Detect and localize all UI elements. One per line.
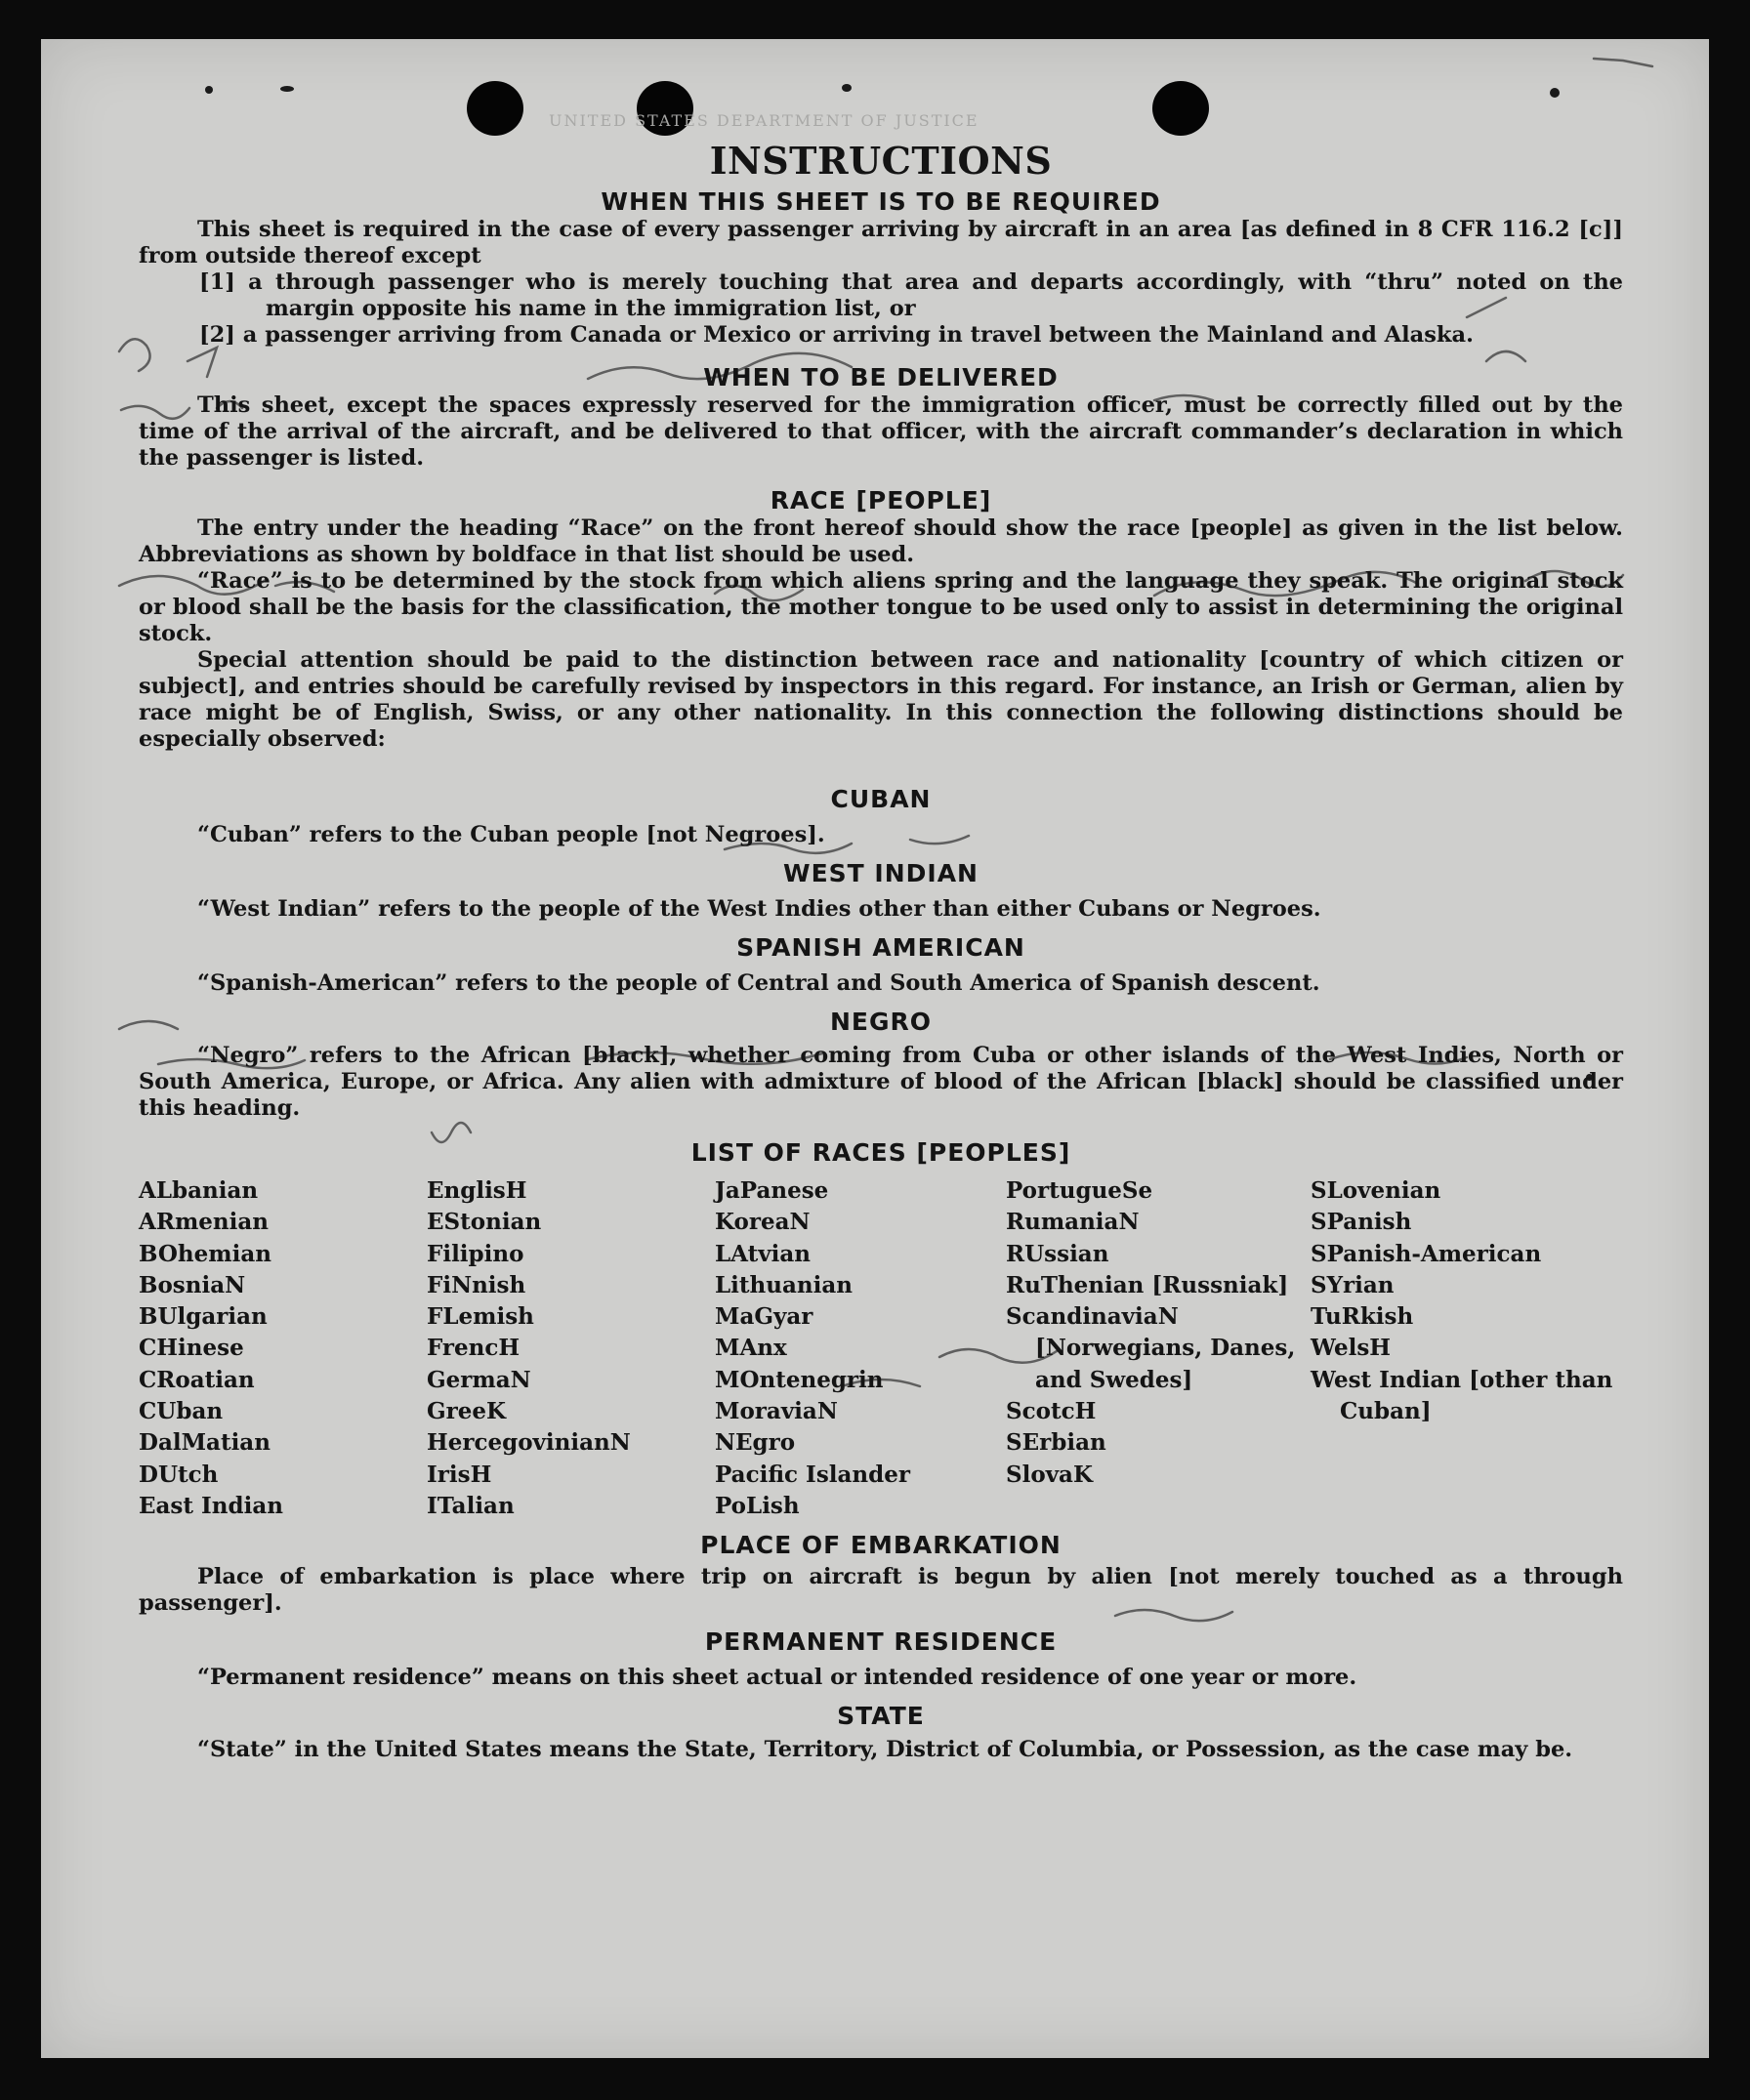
races-column-2 [427,1175,715,1522]
race-item: SlovaK [1006,1461,1093,1488]
race-item: GreeK [427,1398,507,1425]
heading-state: STATE [837,1702,925,1731]
heading-when-required: WHEN THIS SHEET IS TO BE REQUIRED [601,187,1161,216]
race-item: ScotcH [1006,1398,1097,1425]
race-item: RUssian [1006,1240,1109,1267]
race-item: FiNnish [427,1271,526,1298]
document-sheet [41,39,1709,2058]
state-text: “State” in the United States means the State, Territory, District of Columbia, or Possession, as the case may be. [197,1737,1573,1763]
heading-list-of-races: LIST OF RACES [PEOPLES] [690,1138,1071,1167]
west-indian-text: “West Indian” refers to the people of the West Indies other than either Cubans or Negroes. [197,896,1321,922]
race-item: ITalian [427,1492,515,1519]
race-item: MoraviaN [715,1398,838,1425]
races-column-3 [715,1175,1006,1522]
race-item: LAtvian [715,1240,811,1267]
race-item: ScandinaviaN [Norwegians, Danes, and Swedes] [1006,1303,1296,1393]
race-item: PoLish [715,1492,800,1519]
race-item: PortugueSe [1006,1177,1153,1204]
heading-negro: NEGRO [829,1008,933,1036]
race-item: GermaN [427,1366,531,1393]
race-item: EnglisH [427,1177,527,1204]
punch-hole [1152,81,1209,136]
when-required-intro: This sheet is required in the case of every passenger arriving by aircraft in an area [as defined in 8 CFR 116.2 [c]] from outside thereof except [139,217,1623,268]
instructions-content [139,139,1623,1763]
when-required-item-1: [1] a through passenger who is merely touching that area and departs accordingly, with “thru” noted on the margin opposite his name in the immigration list, or [199,269,1623,321]
race-item: CUban [139,1398,224,1425]
race-item: FLemish [427,1303,534,1331]
race-paragraph-2: “Race” is to be determined by the stock from which aliens spring and the language they speak. The original stock or blood shall be the basis for the classification, the mother tongue to be used only to assist in determining the original stock. [139,568,1623,646]
cuban-text: “Cuban” refers to the Cuban people [not Negroes]. [197,822,825,847]
race-item: JaPanese [715,1177,829,1204]
heading-when-delivered: WHEN TO BE DELIVERED [703,363,1059,391]
race-item: DalMatian [139,1429,271,1457]
race-item: West Indian [other than Cuban] [1311,1366,1613,1425]
race-item: BosniaN [139,1271,246,1298]
race-item: Filipino [427,1240,524,1267]
when-required-item-2: [2] a passenger arriving from Canada or Mexico or arriving in travel between the Mainland and Alaska. [199,322,1474,348]
race-item: RumaniaN [1006,1209,1140,1236]
race-item: East Indian [139,1492,283,1519]
races-column-5 [1311,1175,1613,1522]
heading-west-indian: WEST INDIAN [783,859,979,887]
race-item: CHinese [139,1335,244,1362]
race-item: FrencH [427,1335,521,1362]
race-item: BUlgarian [139,1303,268,1331]
race-item: Pacific Islander [715,1461,910,1488]
race-item: IrisH [427,1461,492,1488]
race-item: SYrian [1311,1271,1395,1298]
race-item: DUtch [139,1461,219,1488]
speck [842,84,852,92]
heading-embarkation: PLACE OF EMBARKATION [700,1531,1062,1560]
punch-hole [467,81,523,136]
race-item: HercegovinianN [427,1429,631,1457]
race-item: ARmenian [139,1209,270,1236]
race-paragraph-3: Special attention should be paid to the distinction between race and nationality [country of which citizen or subject], and entries should be carefully revised by inspectors in this regard. For instance, an Irish or German, alien by race might be of English, Swiss, or any other nationality. In this connection the following distinctions should be especially observed: [139,647,1623,752]
page-title: INSTRUCTIONS [709,139,1053,183]
races-column-4 [1006,1175,1311,1522]
races-list [139,1175,1623,1522]
race-item: CRoatian [139,1366,255,1393]
heading-race: RACE [PEOPLE] [770,486,992,515]
race-item: Lithuanian [715,1271,853,1298]
heading-spanish-american: SPANISH AMERICAN [736,933,1025,962]
race-item: SLovenian [1311,1177,1441,1204]
when-delivered-text: This sheet, except the spaces expressly reserved for the immigration officer, must be correctly filled out by the time of the arrival of the aircraft, and be delivered to that officer, with the aircraft commander’s declaration in which the passenger is listed. [139,392,1623,471]
heading-permanent-residence: PERMANENT RESIDENCE [704,1627,1058,1657]
race-item: MOntenegrin [715,1366,884,1393]
permanent-residence-text: “Permanent residence” means on this sheet actual or intended residence of one year or more. [197,1665,1357,1691]
race-item: SErbian [1006,1429,1106,1457]
race-item: SPanish [1311,1209,1412,1236]
heading-cuban: CUBAN [830,785,932,813]
race-paragraph-1: The entry under the heading “Race” on the front hereof should show the race [people] as given in the list below. Abbreviations as shown by boldface in that list should be used. [139,515,1623,567]
races-column-1 [139,1175,427,1522]
negro-text: “Negro” refers to the African [black], whether coming from Cuba or other islands of the West Indies, North or South America, Europe, or Africa. Any alien with admixture of blood of the African [black] should be classified under this heading. [139,1043,1623,1121]
speck [1550,88,1560,98]
race-item: SPanish-American [1311,1240,1542,1267]
race-item: KoreaN [715,1209,811,1236]
race-item: MaGyar [715,1303,813,1331]
race-item: TuRkish [1311,1303,1414,1331]
spanish-american-text: “Spanish-American” refers to the people of Central and South America of Spanish descent. [197,970,1320,996]
faint-header: UNITED STATES DEPARTMENT OF JUSTICE [549,111,979,130]
embarkation-text: Place of embarkation is place where trip on aircraft is begun by alien [not merely touched as a through passenger]. [139,1564,1623,1617]
race-item: WelsH [1311,1335,1392,1362]
race-item: MAnx [715,1335,787,1362]
race-item: EStonian [427,1209,542,1236]
race-item: RuThenian [Russniak] [1006,1271,1289,1298]
race-item: BOhemian [139,1240,271,1267]
speck [205,86,213,94]
race-item: ALbanian [139,1177,259,1204]
race-item: NEgro [715,1429,796,1457]
speck [280,86,294,92]
